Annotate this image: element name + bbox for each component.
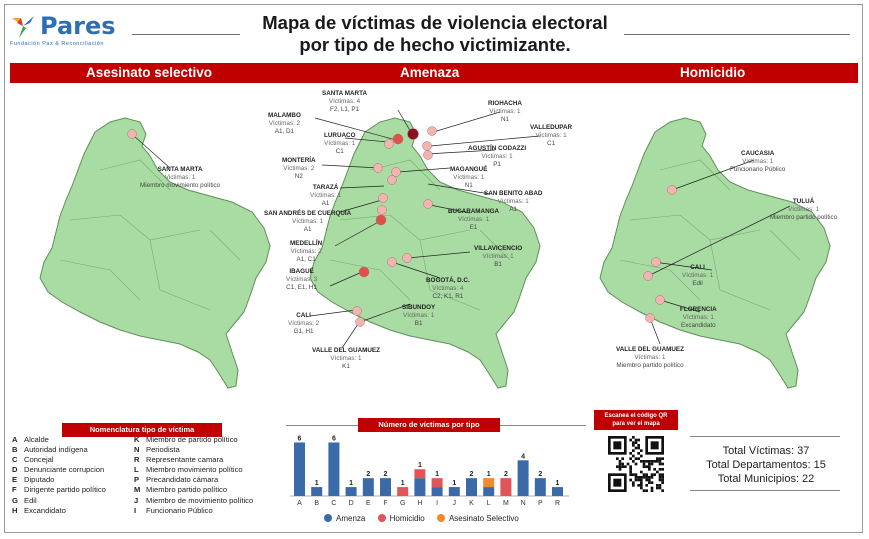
bar-f-series-0	[380, 478, 391, 496]
section-homicidio: Homicidio	[680, 65, 746, 80]
data-label-n: 4	[521, 453, 526, 461]
tick-label-g: G	[399, 500, 406, 507]
marker-amenaza-monteria	[374, 164, 383, 173]
legend-value: Alcalde	[24, 435, 49, 444]
label-amenaza-valledupar: VALLEDUPAR Víctimas: 1 C1	[530, 124, 573, 148]
bar-chart	[286, 432, 586, 514]
data-label-e: 2	[366, 471, 371, 479]
marker-amenaza-luruaco	[385, 140, 394, 149]
chart-legend	[314, 514, 519, 523]
bar-p-series-0	[535, 478, 546, 496]
qr-caption	[594, 410, 678, 430]
legend-item-p	[134, 475, 253, 485]
legend-key: R	[134, 455, 140, 465]
marker-amenaza-bucaramanga	[424, 200, 433, 209]
legend-value: Concejal	[24, 455, 54, 465]
marker-amenaza-santa-marta	[408, 129, 419, 140]
marker-homicidio-caucasia	[668, 186, 677, 195]
label-amenaza-villavicencio: VILLAVICENCIO Víctimas: 1 B1	[474, 245, 523, 269]
legend-item-i	[134, 506, 253, 516]
legend-item-m	[134, 485, 253, 495]
legend-value: Miembro movimiento político	[146, 465, 243, 475]
legend-value: Periodista	[146, 445, 180, 455]
chart-title: Número de víctimas por tipo	[358, 418, 500, 432]
label-homicidio-florencia: FLORENCIA Víctimas: 1 Excandidato	[680, 306, 717, 330]
title-line-2: por tipo de hecho victimizante.	[299, 34, 571, 55]
totals	[690, 444, 842, 486]
legend-key: D	[12, 465, 18, 475]
bar-h-series-1	[414, 469, 425, 478]
legend-value: Funcionario Público	[146, 505, 213, 515]
bar-c-series-0	[328, 442, 339, 496]
marker-amenaza-bogota	[388, 258, 397, 267]
legend-dot-homicidio	[378, 514, 386, 522]
bar-i-series-0	[432, 487, 443, 496]
bar-g-series-1	[397, 487, 408, 496]
tick-label-a: A	[297, 500, 302, 507]
marker-amenaza-taraza	[379, 194, 388, 203]
legend-value: Denunciante corrupcion	[24, 465, 105, 475]
tick-label-b: B	[314, 500, 320, 507]
legend-value: Miembro partido político	[146, 485, 228, 495]
data-label-h: 1	[417, 462, 422, 470]
marker-amenaza-malambo	[393, 134, 403, 144]
data-label-j: 1	[452, 480, 457, 488]
legend-key: B	[12, 445, 18, 455]
legend-key: P	[134, 475, 140, 485]
legend-dot-amenaza	[324, 514, 332, 522]
bar-l-series-0	[483, 487, 494, 496]
legend-value: Dirigente partido político	[24, 485, 106, 495]
marker-amenaza-magangue	[392, 168, 401, 177]
data-label-b: 1	[314, 480, 319, 488]
legend-item-a	[12, 435, 106, 445]
section-asesinato: Asesinato selectivo	[86, 65, 213, 80]
data-label-g: 1	[400, 480, 405, 488]
legend-value: Autoridad indígena	[24, 445, 88, 455]
qr-caption-line2: para ver el mapa	[612, 421, 660, 427]
legend-key: N	[134, 445, 140, 455]
map-asesinato	[40, 118, 270, 388]
data-label-a: 6	[297, 435, 302, 443]
legend-item-k	[134, 435, 253, 445]
marker-asesinato-santa-marta	[128, 130, 137, 139]
bar-d-series-0	[346, 487, 357, 496]
legend-key: H	[12, 505, 18, 515]
label-asesinato-santa-marta: SANTA MARTA Victimas: 1 Miembro movimiento político	[140, 166, 221, 190]
legend-key: I	[134, 505, 137, 515]
label-amenaza-ibague: IBAGUÉ Víctimas: 3 C1, E1, H1	[286, 268, 318, 292]
marker-amenaza-san-andres	[378, 206, 387, 215]
bar-n-series-0	[518, 460, 529, 496]
legend-title: Nomenclatura tipo de víctima	[62, 423, 222, 437]
totals-rule-bottom	[690, 490, 840, 491]
bar-r-series-0	[552, 487, 563, 496]
bar-j-series-0	[449, 487, 460, 496]
legend-item-l	[134, 465, 253, 475]
bar-b-series-0	[311, 487, 322, 496]
label-homicidio-caucasia: CAUCASIA Víctimas: 1 Funcionario Público	[730, 150, 786, 174]
legend-key: F	[12, 485, 17, 495]
nomenclature-legend	[10, 423, 278, 525]
legend-item-h	[12, 506, 106, 516]
label-amenaza-san-andres: SAN ANDRÉS DE CUERQUÍA Víctimas: 1 A1	[264, 210, 352, 234]
label-amenaza-bucaramanga: BUCARAMANGA Víctimas: 1 E1	[448, 208, 500, 232]
bar-k-series-0	[466, 478, 477, 496]
legend-value: Diputado	[24, 475, 55, 485]
tick-label-e: E	[365, 500, 371, 507]
marker-homicidio-guamuez	[646, 314, 655, 323]
marker-amenaza-codazzi	[424, 151, 433, 160]
legend-item-c	[12, 455, 106, 465]
data-label-l: 1	[486, 471, 491, 479]
tick-label-m: M	[502, 500, 509, 507]
bar-chart-panel	[286, 418, 586, 528]
data-label-c: 6	[331, 435, 336, 443]
label-amenaza-monteria: MONTERÍA Víctimas: 2 N2	[282, 157, 316, 181]
data-label-m: 2	[503, 471, 508, 479]
bar-a-series-0	[294, 442, 305, 496]
total-municipios: Total Municipios: 22	[717, 473, 815, 485]
label-homicidio-cali: CALI Víctimas: 1 Edil	[682, 264, 714, 288]
tick-label-n: N	[520, 500, 526, 507]
total-victimas: Total Víctimas: 37	[722, 445, 810, 457]
legend-item-n	[134, 445, 253, 455]
data-label-f: 2	[383, 471, 388, 479]
qr-code[interactable]	[608, 436, 664, 492]
data-label-d: 1	[349, 480, 354, 488]
label-amenaza-bogota: BOGOTÁ, D.C. Víctimas: 4 C2, K1, R1	[426, 277, 470, 301]
tick-label-i: I	[436, 500, 439, 507]
marker-amenaza-cali	[353, 307, 362, 316]
label-amenaza-taraza: TARAZÁ Víctimas: 1 A1	[310, 184, 342, 208]
legend-key: E	[12, 475, 18, 485]
label-amenaza-santa-marta: SANTA MARTA Víctimas: 4 F2, L1, P1	[322, 90, 368, 114]
data-label-k: 2	[469, 471, 474, 479]
label-amenaza-magangue: MAGANGUÉ Víctimas: 1 N1	[450, 166, 488, 190]
legend-dot-asesinato	[437, 514, 445, 522]
legend-asesinato: Asesinato Selectivo	[448, 514, 519, 523]
label-homicidio-tulua: TULUÁ Víctimas: 1 Miembro partido político	[770, 198, 838, 222]
label-amenaza-luruaco: LURUACO Víctimas: 1 C1	[324, 132, 356, 156]
label-amenaza-malambo: MALAMBO Víctimas: 2 A1, D1	[268, 112, 301, 136]
legend-amenaza: Amenza	[336, 514, 366, 523]
label-homicidio-valle-del-guamuez: VALLE DEL GUAMUEZ Víctimas: 1 Miembro partido político	[616, 346, 684, 370]
tick-label-h: H	[417, 500, 423, 507]
legend-item-b	[12, 445, 106, 455]
marker-homicidio-florencia	[656, 296, 665, 305]
legend-item-j	[134, 496, 253, 506]
legend-key: C	[12, 455, 18, 465]
legend-item-e	[12, 475, 106, 485]
label-amenaza-valle-del-guamuez: VALLE DEL GUAMUEZ Víctimas: 1 K1	[312, 347, 380, 371]
tick-label-c: C	[331, 500, 337, 507]
legend-value: Excandidato	[24, 505, 66, 515]
label-amenaza-agustin-codazzi: AGUSTÍN CODAZZI Víctimas: 1 P1	[468, 145, 527, 169]
qr-caption-line1: Escanea el código QR	[604, 413, 668, 419]
data-label-r: 1	[555, 480, 560, 488]
marker-homicidio-tulua	[652, 258, 661, 267]
bar-h-series-0	[414, 478, 425, 496]
marker-amenaza-valledupar	[423, 142, 432, 151]
marker-amenaza-riohacha	[428, 127, 437, 136]
tick-label-l: L	[486, 500, 491, 507]
legend-key: K	[134, 435, 140, 444]
marker-amenaza-villavicencio	[403, 254, 412, 263]
legend-column-2	[134, 435, 253, 516]
legend-homicidio: Homicidio	[389, 514, 425, 523]
marker-amenaza-ibague	[359, 267, 369, 277]
marker-amenaza-sibundoy	[356, 318, 365, 327]
label-amenaza-san-benito-abad: SAN BENITO ABAD Víctimas: 1 A1	[484, 190, 543, 214]
legend-item-f	[12, 485, 106, 495]
tick-label-k: K	[469, 500, 474, 507]
section-amenaza: Amenaza	[400, 65, 460, 80]
legend-value: Precandidato cámara	[146, 475, 219, 485]
total-departamentos: Total Departamentos: 15	[706, 459, 826, 471]
data-label-i: 1	[435, 471, 440, 479]
legend-item-g	[12, 496, 106, 506]
tick-label-f: F	[383, 500, 388, 507]
marker-amenaza-san-benito	[388, 176, 397, 185]
legend-key: J	[134, 495, 139, 505]
legend-value: Representante camara	[146, 455, 224, 465]
legend-item-r	[134, 455, 253, 465]
legend-value: Edil	[24, 495, 37, 505]
bar-l-series-2	[483, 478, 494, 487]
tick-label-p: P	[537, 500, 543, 507]
label-amenaza-medellin: MEDELLÍN Víctimas: 2 A1, C1	[290, 240, 323, 264]
title-line-1: Mapa de víctimas de violencia electoral	[262, 12, 608, 33]
legend-column-1	[12, 435, 106, 516]
legend-key: A	[12, 435, 18, 444]
legend-value: Miembro de movimiento político	[146, 495, 254, 505]
bar-i-series-1	[432, 478, 443, 487]
legend-key: L	[134, 465, 139, 475]
qr-panel	[594, 410, 678, 510]
totals-rule-top	[690, 436, 840, 437]
tick-label-r: R	[554, 500, 561, 507]
bar-m-series-1	[500, 478, 511, 496]
tick-label-j: J	[452, 500, 457, 507]
label-amenaza-sibundoy: SIBUNDOY Víctimas: 1 B1	[402, 304, 436, 328]
label-amenaza-riohacha: RIOHACHA Víctimas: 1 N1	[488, 100, 522, 124]
legend-value: Miembro de partido político	[146, 435, 238, 444]
tick-label-d: D	[348, 500, 354, 507]
legend-key: G	[12, 495, 18, 505]
data-label-p: 2	[538, 471, 543, 479]
logo-subtitle: Fundación Paz & Reconciliación	[10, 41, 104, 47]
bar-e-series-0	[363, 478, 374, 496]
legend-item-d	[12, 465, 106, 475]
logo-name: Pares	[40, 12, 116, 40]
marker-amenaza-medellin	[376, 215, 386, 225]
legend-key: M	[134, 485, 141, 495]
marker-homicidio-cali	[644, 272, 653, 281]
label-amenaza-cali: CALI Víctimas: 2 G1, H1	[288, 312, 320, 336]
